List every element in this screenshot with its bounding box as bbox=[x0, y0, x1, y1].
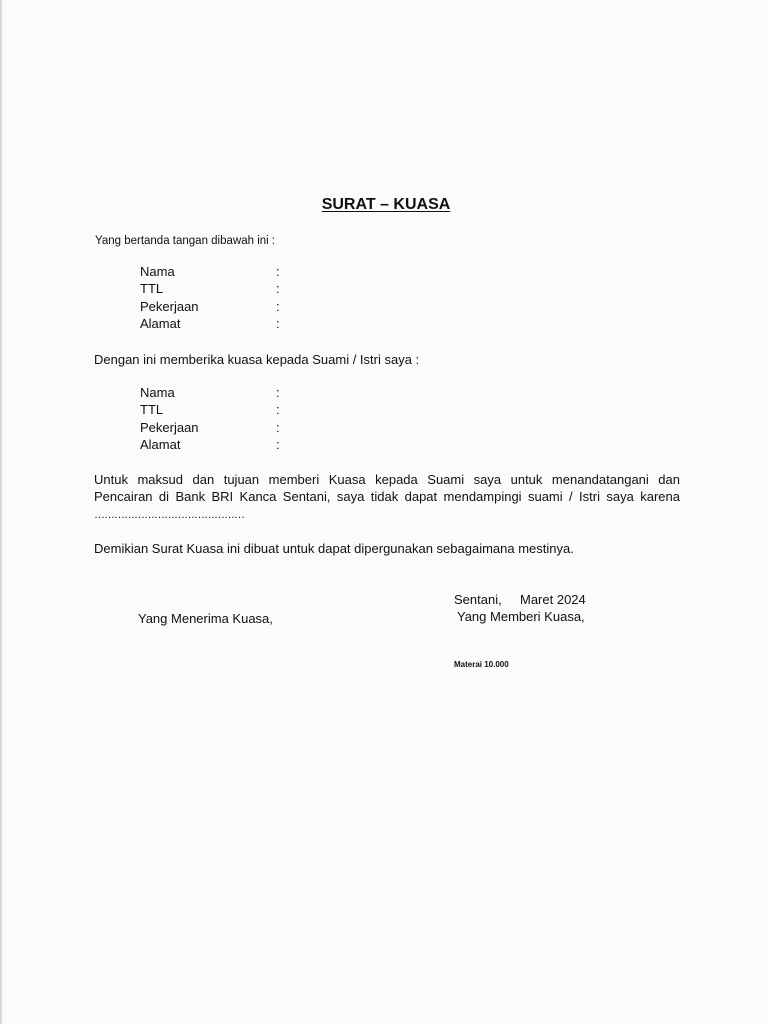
intro-text: Yang bertanda tangan dibawah ini : bbox=[95, 235, 276, 247]
grantor-field-ttl: TTL bbox=[140, 281, 164, 296]
receiver-label: Yang Menerima Kuasa, bbox=[138, 611, 273, 626]
grant-statement: Dengan ini memberika kuasa kepada Suami / Istri saya : bbox=[94, 352, 420, 367]
place-text: Sentani, bbox=[454, 592, 502, 607]
giver-label: Yang Memberi Kuasa, bbox=[457, 609, 585, 624]
grantee-field-address: Alamat bbox=[140, 437, 181, 452]
grantee-colon-name: : bbox=[276, 385, 280, 400]
grantee-field-ttl: TTL bbox=[140, 402, 164, 417]
grantor-colon-name: : bbox=[276, 264, 280, 279]
purpose-line-2: Pencairan di Bank BRI Kanca Sentani, saya tidak dapat mendampingi suami / Istri saya karena bbox=[94, 489, 680, 504]
grantee-colon-job: : bbox=[276, 420, 280, 435]
stamp-note: Materai 10.000 bbox=[454, 660, 509, 669]
date-text: Maret 2024 bbox=[520, 592, 586, 607]
grantee-field-name: Nama bbox=[140, 385, 175, 400]
grantee-colon-address: : bbox=[276, 437, 280, 452]
grantor-field-job: Pekerjaan bbox=[140, 299, 199, 314]
grantor-colon-address: : bbox=[276, 316, 280, 331]
grantee-field-job: Pekerjaan bbox=[140, 420, 199, 435]
grantor-field-address: Alamat bbox=[140, 316, 181, 331]
grantor-colon-job: : bbox=[276, 299, 280, 314]
grantee-colon-ttl: : bbox=[276, 402, 280, 417]
closing-text: Demikian Surat Kuasa ini dibuat untuk dapat dipergunakan sebagaimana mestinya. bbox=[94, 541, 574, 556]
purpose-line-1: Untuk maksud dan tujuan memberi Kuasa kepada Suami saya untuk menandatangani dan bbox=[94, 472, 680, 487]
document-title bbox=[2, 196, 768, 214]
title-text: SURAT – KUASA bbox=[321, 196, 451, 213]
grantor-field-name: Nama bbox=[140, 264, 175, 279]
grantor-colon-ttl: : bbox=[276, 281, 280, 296]
purpose-blank: ……………………………………… bbox=[94, 509, 244, 521]
